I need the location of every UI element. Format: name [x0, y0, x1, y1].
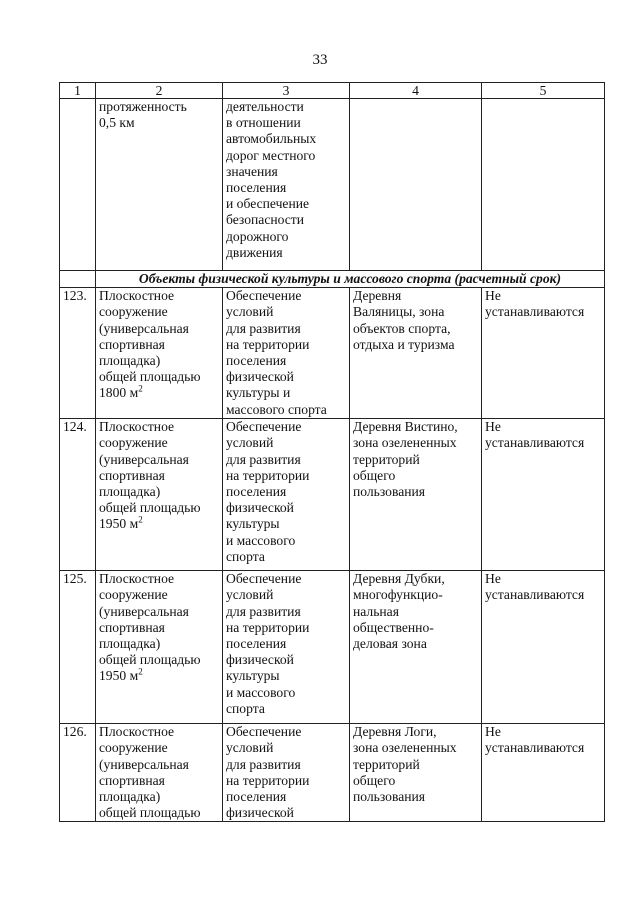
number-cell	[60, 271, 96, 288]
header-row	[60, 83, 605, 99]
object-cell	[96, 419, 223, 571]
continuation-row	[60, 99, 605, 271]
table-row	[60, 724, 605, 822]
zone-cell: Не устанавливаются	[482, 571, 605, 724]
number-cell	[60, 99, 96, 271]
row-number: 126.	[60, 724, 96, 822]
section-title: Объекты физической культуры и массового спорта (расчетный срок)	[96, 271, 605, 288]
object-text: Плоскостное сооружение (универсальная спортивная площадка) общей площадью 1950 м	[99, 419, 201, 532]
document-table	[59, 82, 605, 822]
location-cell: Деревня Логи, зона озелененных территорий общего пользования	[350, 724, 482, 822]
zone-cell: Не устанавливаются	[482, 288, 605, 419]
object-cell	[96, 571, 223, 724]
page-number: 33	[312, 52, 328, 68]
row-number: 125.	[60, 571, 96, 724]
location-cell: Деревня Дубки, многофункцио- нальная общественно- деловая зона	[350, 571, 482, 724]
row-number: 123.	[60, 288, 96, 419]
purpose-cell: Обеспечение условий для развития на территории поселения физической культуры и массового спорта	[223, 288, 350, 419]
zone-cell: Не устанавливаются	[482, 419, 605, 571]
unit-superscript: 2	[138, 666, 143, 677]
header-cell: 5	[482, 83, 605, 99]
table-row	[60, 419, 605, 571]
header-cell: 4	[350, 83, 482, 99]
object-text: Плоскостное сооружение (универсальная спортивная площадка) общей площадью 1950 м	[99, 571, 201, 684]
location-cell: Деревня Вистино, зона озелененных территорий общего пользования	[350, 419, 482, 571]
row-number: 124.	[60, 419, 96, 571]
table-row	[60, 571, 605, 724]
unit-superscript: 2	[138, 514, 143, 525]
purpose-cell: Обеспечение условий для развития на территории поселения физической культуры и массового спорта	[223, 571, 350, 724]
location-cell	[350, 99, 482, 271]
section-row	[60, 271, 605, 288]
unit-superscript: 2	[138, 383, 143, 394]
zone-cell	[482, 99, 605, 271]
zone-cell: Не устанавливаются	[482, 724, 605, 822]
table-row	[60, 288, 605, 419]
object-cell	[96, 724, 223, 822]
header-cell: 2	[96, 83, 223, 99]
purpose-cell: Обеспечение условий для развития на территории поселения физической	[223, 724, 350, 822]
purpose-cell: Обеспечение условий для развития на территории поселения физической культуры и массового спорта	[223, 419, 350, 571]
header-cell: 3	[223, 83, 350, 99]
header-cell: 1	[60, 83, 96, 99]
object-text: Плоскостное сооружение (универсальная спортивная площадка) общей площадью	[99, 724, 201, 821]
location-cell: Деревня Валяницы, зона объектов спорта, отдыха и туризма	[350, 288, 482, 419]
object-cell: протяженность 0,5 км	[96, 99, 223, 271]
object-cell	[96, 288, 223, 419]
object-text: Плоскостное сооружение (универсальная спортивная площадка) общей площадью 1800 м	[99, 288, 201, 401]
purpose-cell: деятельности в отношении автомобильных дорог местного значения поселения и обеспечение безопасности дорожного движения	[223, 99, 350, 271]
